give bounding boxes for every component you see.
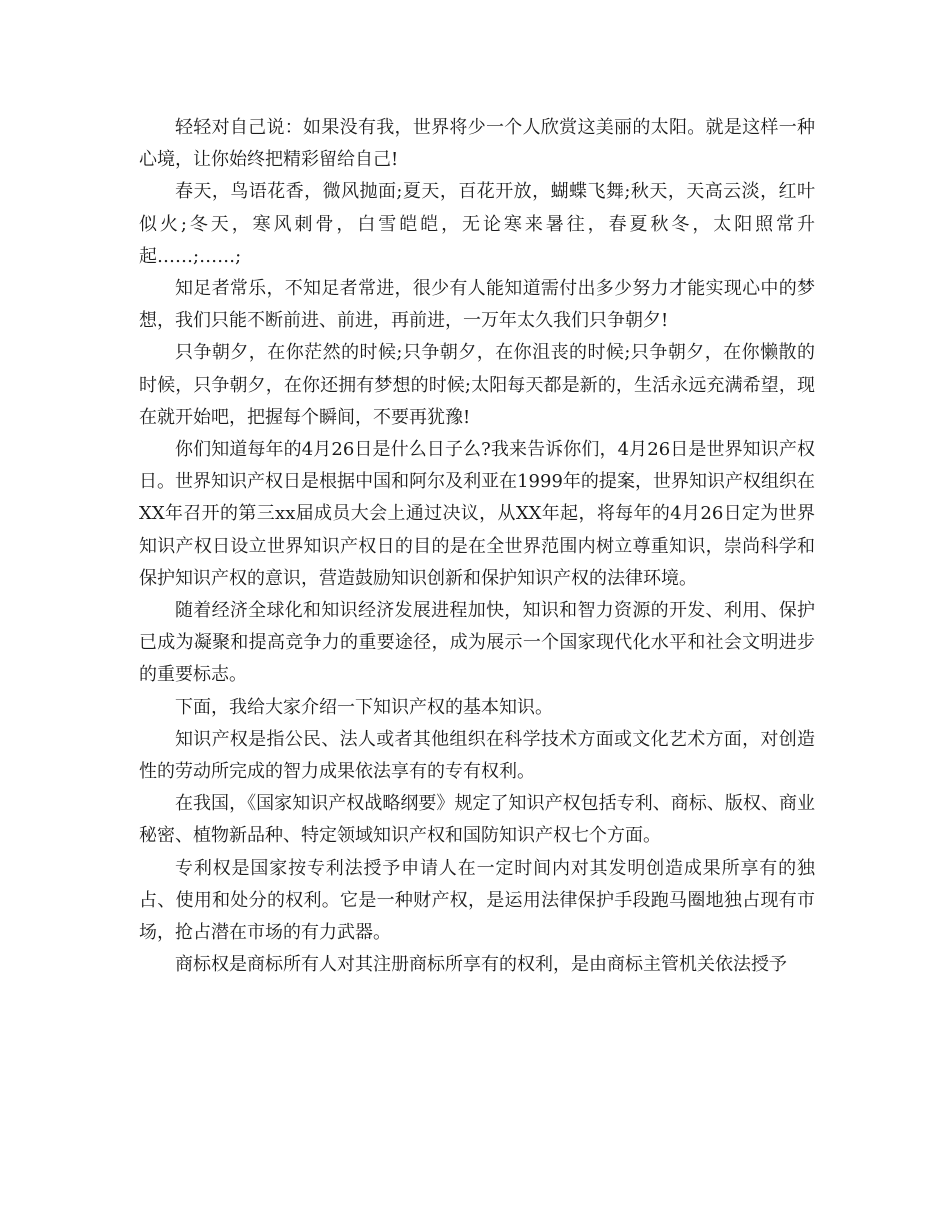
paragraph: 知足者常乐，不知足者常进，很少有人能知道需付出多少努力才能实现心中的梦想，我们只能不断前进、前进，再前进，一万年太久我们只争朝夕! <box>139 278 815 332</box>
paragraph: 知识产权是指公民、法人或者其他组织在科学技术方面或文化艺术方面，对创造性的劳动所完成的智力成果依法享有的专有权利。 <box>139 728 815 783</box>
paragraph: 春天，鸟语花香，微风抛面;夏天，百花开放，蝴蝶飞舞;秋天，天高云淡，红叶似火;冬天，寒风刺骨，白雪皑皑，无论寒来暑往，春夏秋冬，太阳照常升起……;……; <box>139 181 815 267</box>
paragraph: 轻轻对自己说：如果没有我，世界将少一个人欣赏这美丽的太阳。就是这样一种心境，让你始终把精彩留给自己! <box>139 117 815 171</box>
paragraph: 专利权是国家按专利法授予申请人在一定时间内对其发明创造成果所享有的独占、使用和处分的权利。它是一种财产权，是运用法律保护手段跑马圈地独占现有市场，抢占潜在市场的有力武器。 <box>139 857 815 944</box>
document-page <box>139 112 815 981</box>
paragraph: 在我国，《国家知识产权战略纲要》规定了知识产权包括专利、商标、版权、商业秘密、植物新品种、特定领域知识产权和国防知识产权七个方面。 <box>139 793 815 847</box>
paragraph: 只争朝夕，在你茫然的时候;只争朝夕，在你沮丧的时候;只争朝夕，在你懒散的时候，只争朝夕，在你还拥有梦想的时候;太阳每天都是新的，生活永远充满希望，现在就开始吧，把握每个瞬间，不要再犹豫! <box>139 342 815 428</box>
paragraph: 商标权是商标所有人对其注册商标所享有的权利，是由商标主管机关依法授予 <box>175 954 787 976</box>
paragraph: 你们知道每年的4月26日是什么日子么?我来告诉你们，4月26日是世界知识产权日。世界知识产权日是根据中国和阿尔及利亚在1999年的提案，世界知识产权组织在XX年召开的第三xx届成员大会上通过决议，从XX年起，将每年的4月26日定为世界知识产权日设立世界知识产权日的目的是在全世界范围内树立尊重知识，崇尚科学和保护知识产权的意识，营造鼓励知识创新和保护知识产权的法律环境。 <box>139 439 815 589</box>
paragraph: 下面，我给大家介绍一下知识产权的基本知识。 <box>175 696 553 718</box>
paragraph: 随着经济全球化和知识经济发展进程加快，知识和智力资源的开发、利用、保护已成为凝聚和提高竞争力的重要途径，成为展示一个国家现代化水平和社会文明进步的重要标志。 <box>139 600 815 686</box>
